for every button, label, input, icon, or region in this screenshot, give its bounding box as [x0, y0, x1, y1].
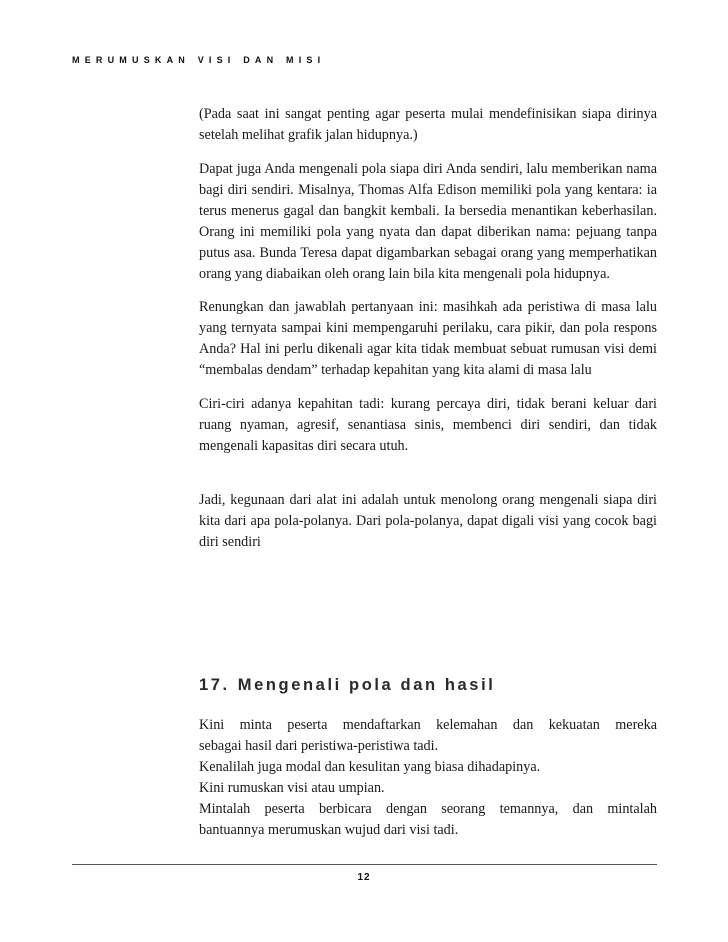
- section-line: Kini minta peserta mendaftarkan kelemahan dan kekuatan mereka: [199, 717, 657, 733]
- paragraph-conclusion: Jadi, kegunaan dari alat ini adalah untuk menolong orang mengenali siapa diri kita dari apa pola-polanya. Dari pola-polanya, dapat digali visi yang cocok bagi diri sendiri: [199, 492, 657, 550]
- section-heading: [199, 676, 495, 695]
- section-line: bantuannya merumuskan wujud dari visi tadi.: [199, 822, 459, 838]
- section-line: Kini rumuskan visi atau umpian.: [199, 780, 385, 796]
- section-title: Mengenali pola dan hasil: [237, 676, 496, 694]
- running-header: MERUMUSKAN VISI DAN MISI: [72, 55, 326, 65]
- section-number: 17.: [199, 676, 230, 694]
- body-text: [199, 104, 657, 553]
- paragraph-reflection: Renungkan dan jawablah pertanyaan ini: masihkah ada peristiwa di masa lalu yang ternyata sampai kini mempengaruhi perilaku, cara pikir, dan pola respons Anda? Hal ini perlu dikenali agar kita tidak membuat sebuat rumusan visi demi “membalas dendam” terhadap kepahitan yang kita alami di masa lalu: [199, 299, 657, 378]
- section-body: [199, 715, 657, 841]
- paragraph-bitterness-signs: Ciri-ciri adanya kepahitan tadi: kurang percaya diri, tidak berani keluar dari ruang nyaman, agresif, senantiasa sinis, membenci diri sendiri, dan tidak mengenali kapasitas diri secara utuh.: [199, 396, 657, 454]
- section-line: sebagai hasil dari peristiwa-peristiwa tadi.: [199, 738, 439, 754]
- section-line: Mintalah peserta berbicara dengan seorang temannya, dan mintalah: [199, 801, 657, 817]
- paragraph-pattern-naming: Dapat juga Anda mengenali pola siapa diri Anda sendiri, lalu memberikan nama bagi diri sendiri. Misalnya, Thomas Alfa Edison memiliki pola yang kentara: ia terus menerus gagal dan bangkit kembali. Ia bersedia menantikan keberhasilan. Orang ini memiliki pola yang nyata dan dapat diberikan nama: pejuang tanpa putus asa. Bunda Teresa dapat digambarkan sebagai orang yang memperhatikan orang yang diabaikan oleh orang lain bila kita mengenali pola hidupnya.: [199, 161, 657, 282]
- paragraph-intro: (Pada saat ini sangat penting agar peserta mulai mendefinisikan siapa dirinya setelah melihat grafik jalan hidupnya.): [199, 106, 657, 143]
- section-line: Kenalilah juga modal dan kesulitan yang biasa dihadapinya.: [199, 759, 541, 775]
- page-number: 12: [357, 872, 371, 883]
- footer-divider: [72, 864, 657, 865]
